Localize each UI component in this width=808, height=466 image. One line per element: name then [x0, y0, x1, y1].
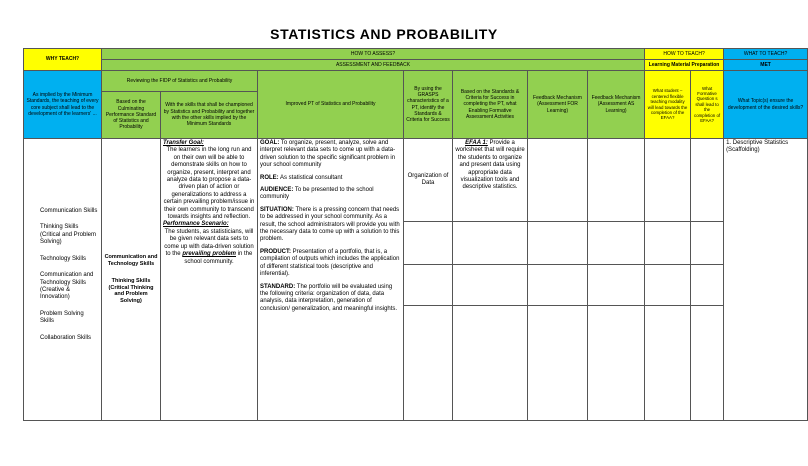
empty-cell: [645, 265, 691, 306]
skill-item: Collaboration Skills: [40, 334, 92, 341]
empty-cell: [404, 222, 453, 265]
empty-cell: [404, 306, 453, 421]
audience-text: To be presented to the school community: [260, 187, 374, 201]
standard-text: The portfolio will be evaluated using the following criteria: organization of data, data analysis, data interpretation, generation of conclusion/ generalization, and meaningful insights.: [260, 283, 398, 312]
audience-item: [260, 187, 401, 202]
audience-label: AUDIENCE:: [260, 187, 294, 194]
transfer-goal-label: Transfer Goal:: [163, 140, 204, 146]
formative-body: [691, 139, 724, 222]
as-implied-cell: As implied by the Minimum Standards, the teaching of every core subject shall lead to the development of the learners' ...: [24, 71, 102, 139]
standard-item: [260, 284, 401, 314]
skill-item: Problem Solving Skills: [40, 310, 84, 325]
empty-cell: [588, 306, 645, 421]
empty-cell: [453, 265, 528, 306]
modality-body: [645, 139, 691, 222]
championed-skills-cell: With the skills that shall be championed by Statistics and Probability and together with the other skills implied by the Minimum Standards: [161, 92, 258, 139]
by-using-grasps-cell: By using the GRASPS characteristics of a PT, identify the Standards & Criteria for Success: [404, 71, 453, 139]
transfer-goal-cell: [161, 139, 258, 421]
product-label: PRODUCT:: [260, 248, 291, 255]
grasps-cell: [258, 139, 404, 421]
empty-cell: [528, 306, 588, 421]
empty-cell: [645, 306, 691, 421]
empty-cell: [588, 222, 645, 265]
empty-cell: [691, 306, 724, 421]
learning-material-header: Learning Material Preparation: [645, 60, 724, 71]
org-data-cell: Organization of Data: [404, 139, 453, 222]
formative-questions-cell: What Formative Question s shall lead to the completion of EFAA?: [691, 71, 724, 139]
empty-cell: [528, 265, 588, 306]
what-to-teach-header: WHAT TO TEACH?: [724, 49, 808, 60]
assessment-feedback-header: ASSESSMENT AND FEEDBACK: [102, 60, 645, 71]
role-label: ROLE:: [260, 174, 279, 181]
feedback-for-body: [528, 139, 588, 222]
based-on-standards-cell: Based on the Standards & Criteria for Success in completing the PT, what Enabling Formative Assessment Activities: [453, 71, 528, 139]
empty-cell: [453, 306, 528, 421]
role-text: As statistical consultant: [280, 174, 343, 181]
scenario-end: in the school community.: [184, 251, 253, 265]
skill-item: Thinking Skills (Critical and Problem Solving): [40, 224, 97, 246]
product-item: [260, 249, 401, 279]
what-topics-cell: What Topic(s) ensure the development of the desired skills?: [724, 71, 808, 139]
thinking-skills: Thinking Skills (Critical Thinking and Problem Solving): [108, 277, 154, 305]
page-title: STATISTICS AND PROBABILITY: [270, 26, 498, 42]
skills-list: [24, 139, 102, 421]
situation-text: There is a pressing concern that needs to be addressed in your school community. As a result, the school administrators will provide you with the necessary data to come up with a solution to this problem.: [260, 206, 400, 243]
skills-championed-cell: [102, 139, 161, 421]
review-fidp-cell: Reviewing the FIDP of Statistics and Probability: [102, 71, 258, 92]
product-text: Presentation of a portfolio, that is, a compilation of outputs which includes the application of different statistical tools (descriptive and inferential).: [260, 248, 400, 278]
why-teach-header: WHY TEACH?: [24, 49, 102, 71]
situation-item: [260, 207, 401, 244]
role-item: [260, 175, 401, 182]
plan-table: [23, 48, 808, 421]
efaa-text: Provide a worksheet that will require the students to organize and present data using appropriate data visualization tools and descriptive statistics.: [455, 140, 525, 191]
goal-item: [260, 140, 401, 170]
topic-cell: 1. Descriptive Statistics (Scaffolding): [724, 139, 808, 421]
scenario-text: The students, as statisticians, will be given relevant data sets to come up with data-driven solution to the: [164, 228, 254, 258]
efaa-label: EFAA 1:: [465, 140, 488, 146]
empty-cell: [645, 222, 691, 265]
efaa-cell: [453, 139, 528, 222]
empty-cell: [588, 265, 645, 306]
empty-cell: [404, 265, 453, 306]
skill-item: Technology Skills: [40, 255, 87, 262]
empty-cell: [691, 222, 724, 265]
student-modality-cell: What student – centered flexible teaching modality will lead towards the completion of the EFAA?: [645, 71, 691, 139]
empty-cell: [691, 265, 724, 306]
how-to-assess-header: HOW TO ASSESS?: [102, 49, 645, 60]
feedback-for-cell: Feedback Mechanism (Assessment FOR Learning): [528, 71, 588, 139]
performance-scenario-label: Performance Scenario:: [163, 221, 229, 228]
improved-pt-cell: Improved PT of Statistics and Probability: [258, 71, 404, 139]
empty-cell: [453, 222, 528, 265]
goal-label: GOAL:: [260, 140, 280, 146]
performance-scenario-text: [163, 229, 255, 266]
culminating-standard-cell: Based on the Culminating Performance Standard of Statistics and Probability: [102, 92, 161, 139]
how-to-teach-header: HOW TO TEACH?: [645, 49, 724, 60]
goal-text: To organize, present, analyze, solve and interpret relevant data sets to come up with a data-driven solution to the specific significant problem in your school community: [260, 140, 396, 169]
transfer-goal-text: The learners in the long run and on their own will be able to demonstrate skills on how to organize, present, interpret and analyze data to propose a data-driven plan of action or generalizations to address a certain prevailing problem/issue in their own community to transcend towards insights and reflection.: [163, 147, 255, 221]
comm-tech-skills: Communication and Technology Skills: [104, 254, 158, 267]
situation-label: SITUATION:: [260, 206, 294, 213]
standard-label: STANDARD:: [260, 283, 296, 290]
skill-item: Communication and Technology Skills (Creative & Innovation): [40, 272, 94, 301]
met-header: MET: [724, 60, 808, 71]
empty-cell: [528, 222, 588, 265]
feedback-as-body: [588, 139, 645, 222]
prevailing-problem: prevailing problem: [182, 251, 236, 258]
feedback-as-cell: Feedback Mechanism (Assessment AS Learning): [588, 71, 645, 139]
skill-item: Communication Skills: [40, 208, 98, 215]
